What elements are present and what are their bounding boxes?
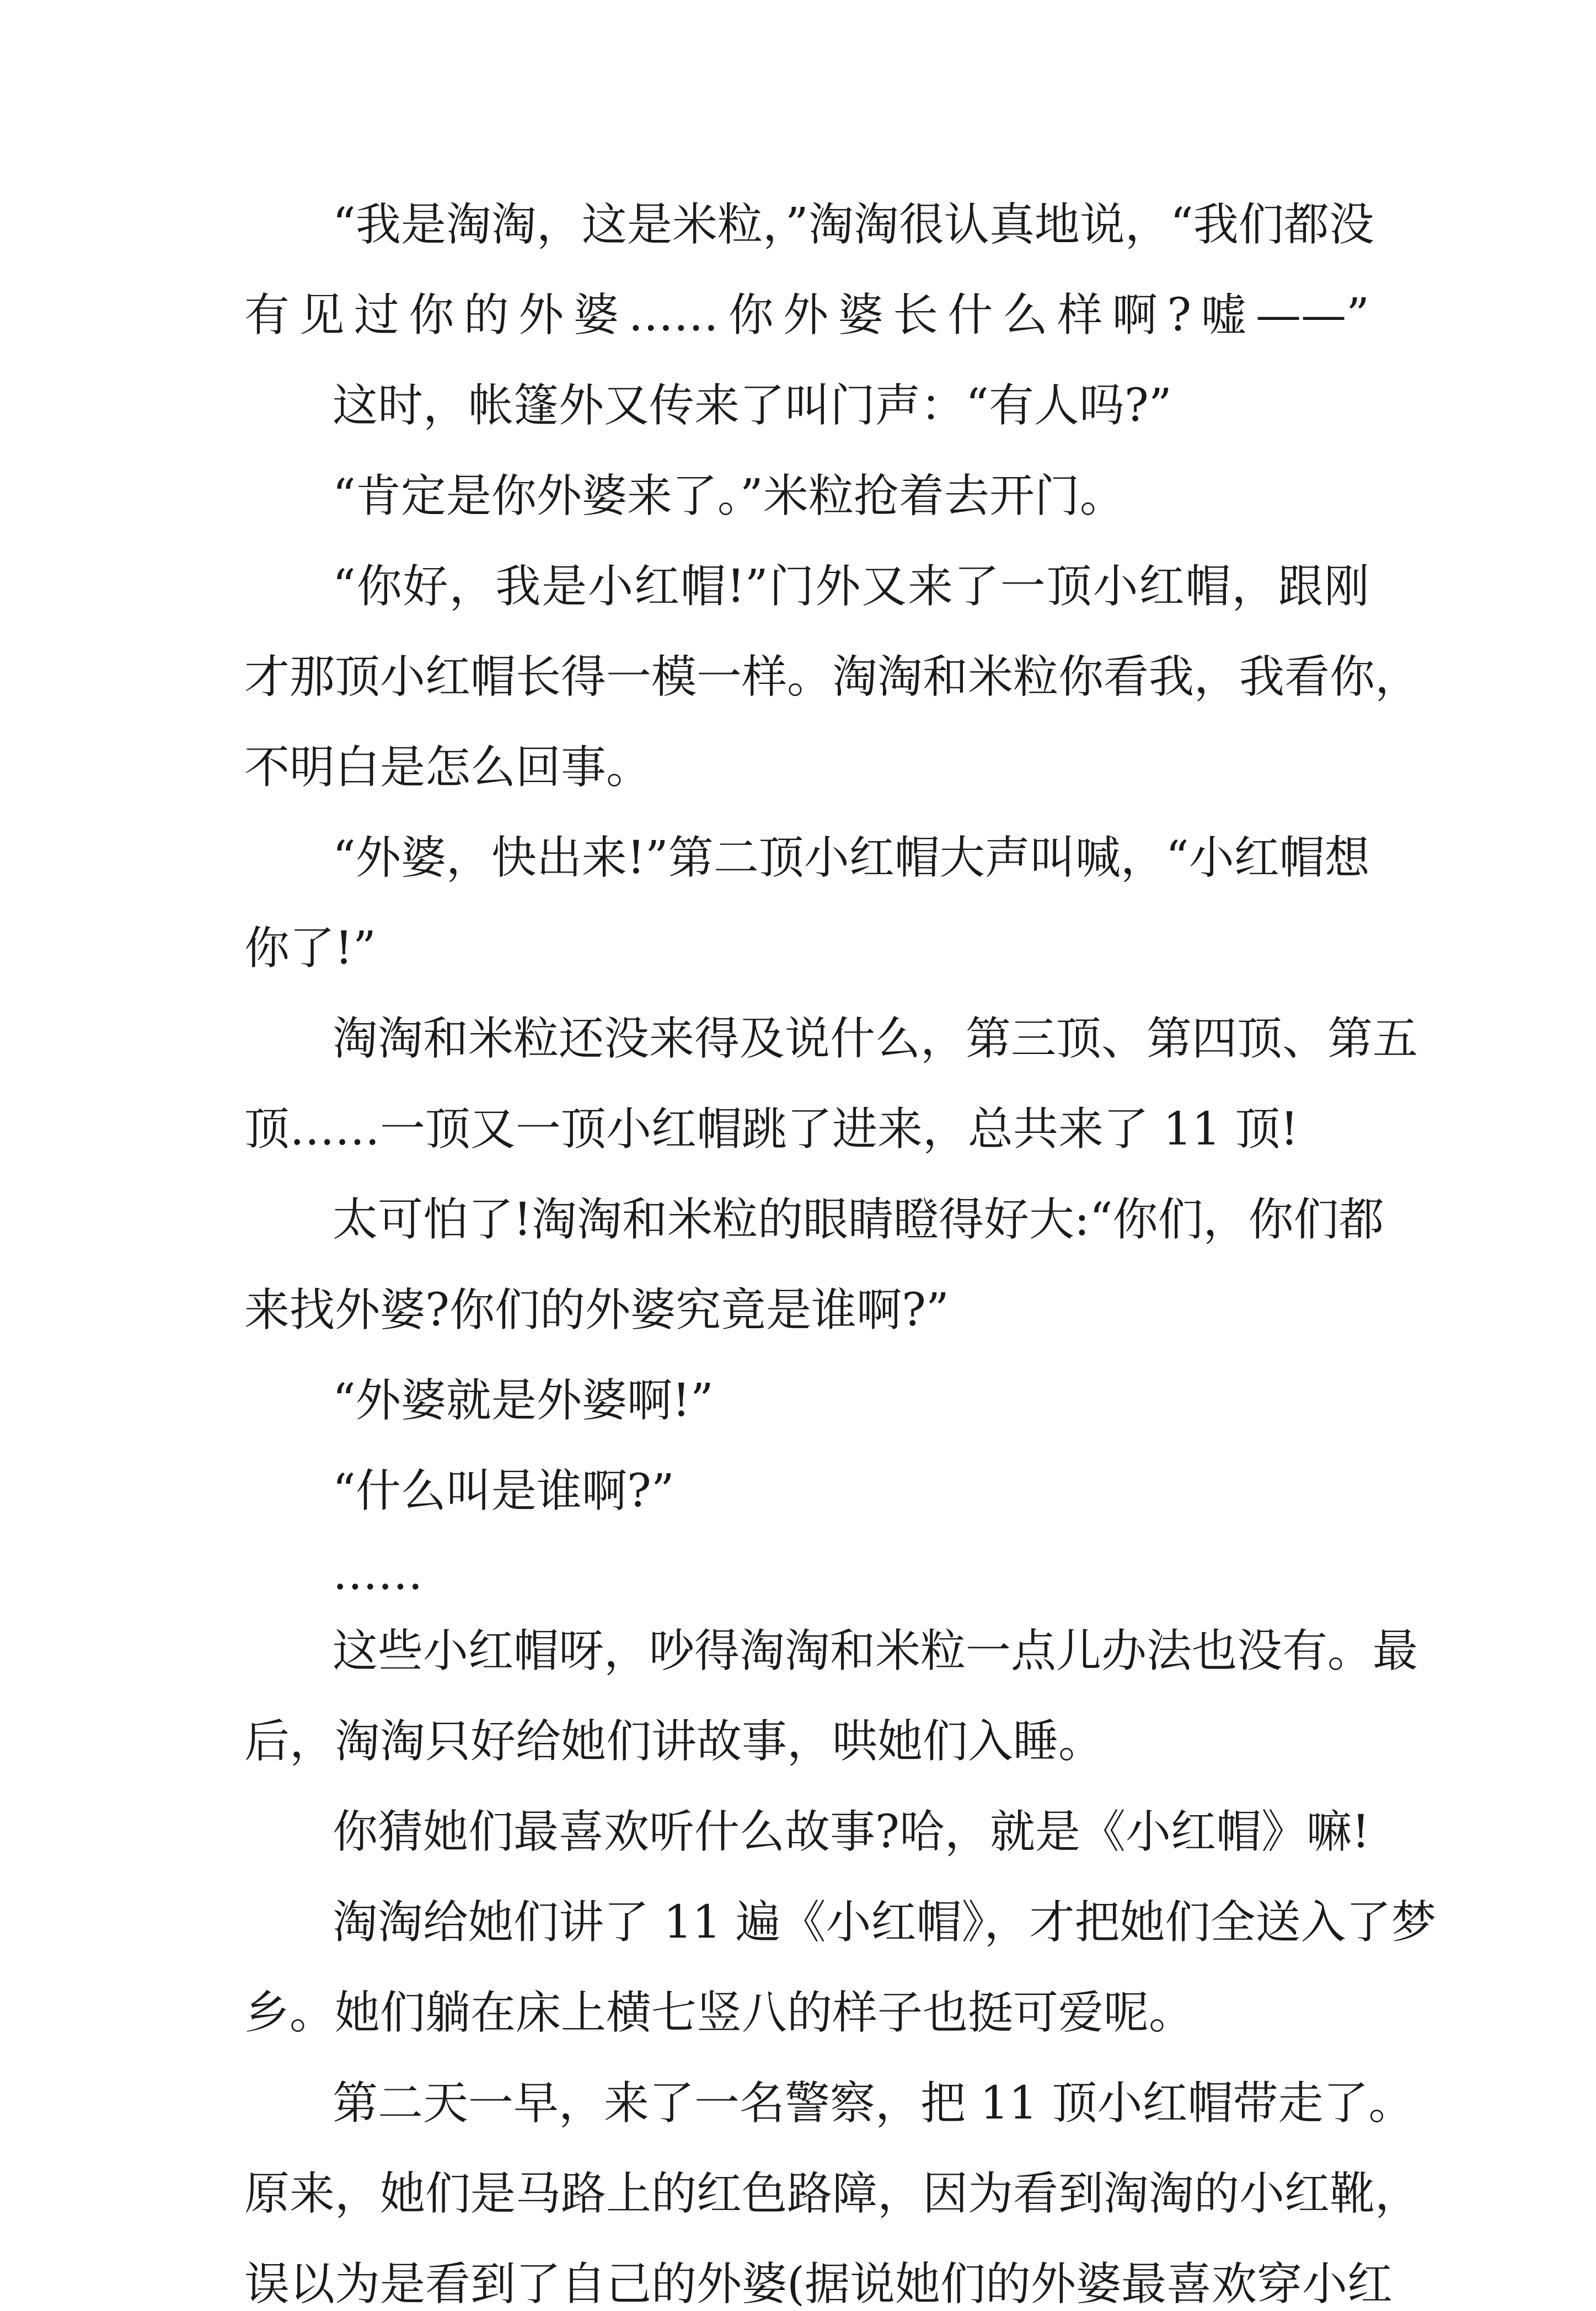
text-line: 原来，她们是马路上的红色路障，因为看到淘淘的小红靴， (244, 2168, 1421, 2220)
text-line: 来找外婆?你们的外婆究竟是谁啊?” (244, 1284, 949, 1336)
text-line: “什么叫是谁啊?” (333, 1465, 674, 1517)
text-line: 顶……一顶又一顶小红帽跳了进来，总共来了 11 顶! (244, 1103, 1299, 1156)
text-line: 乡。她们躺在床上横七竖八的样子也挺可爱呢。 (244, 1987, 1195, 2039)
text-line: 这时，帐篷外又传来了叫门声：“有人吗?” (333, 379, 1172, 432)
text-line: 不明白是怎么回事。 (244, 741, 652, 794)
text-line: 太可怕了!淘淘和米粒的眼睛瞪得好大:“你们，你们都 (333, 1194, 1384, 1246)
text-line: “外婆，快出来!”第二顶小红帽大声叫喊，“小红帽想 (333, 832, 1370, 884)
text-line: 你了!” (244, 922, 376, 975)
text-line: …… (333, 1548, 423, 1600)
text-line: “肯定是你外婆来了。”米粒抢着去开门。 (333, 470, 1125, 522)
text-line: “你好，我是小红帽!”门外又来了一顶小红帽，跟刚 (333, 560, 1369, 613)
text-line: 后，淘淘只好给她们讲故事，哄她们入睡。 (244, 1715, 1104, 1768)
text-line: 有见过你的外婆……你外婆长什么样啊?嘘——” (244, 289, 1369, 341)
text-line: 淘淘和米粒还没来得及说什么，第三顶、第四顶、第五 (333, 1013, 1418, 1065)
text-line: 淘淘给她们讲了 11 遍《小红帽》，才把她们全送入了梦 (333, 1896, 1437, 1949)
text-line: 误以为是看到了自己的外婆(据说她们的外婆最喜欢穿小红 (244, 2258, 1393, 2310)
text-line: 才那顶小红帽长得一模一样。淘淘和米粒你看我，我看你， (244, 651, 1421, 703)
text-line: 你猜她们最喜欢听什么故事?哈，就是《小红帽》嘛! (333, 1806, 1370, 1858)
text-line: 第二天一早，来了一名警察，把 11 顶小红帽带走了。 (333, 2077, 1414, 2130)
text-line: “外婆就是外婆啊!” (333, 1374, 714, 1427)
text-line: 这些小红帽呀，吵得淘淘和米粒一点儿办法也没有。最 (333, 1625, 1418, 1677)
text-line: “我是淘淘，这是米粒，”淘淘很认真地说，“我们都没 (333, 199, 1374, 251)
